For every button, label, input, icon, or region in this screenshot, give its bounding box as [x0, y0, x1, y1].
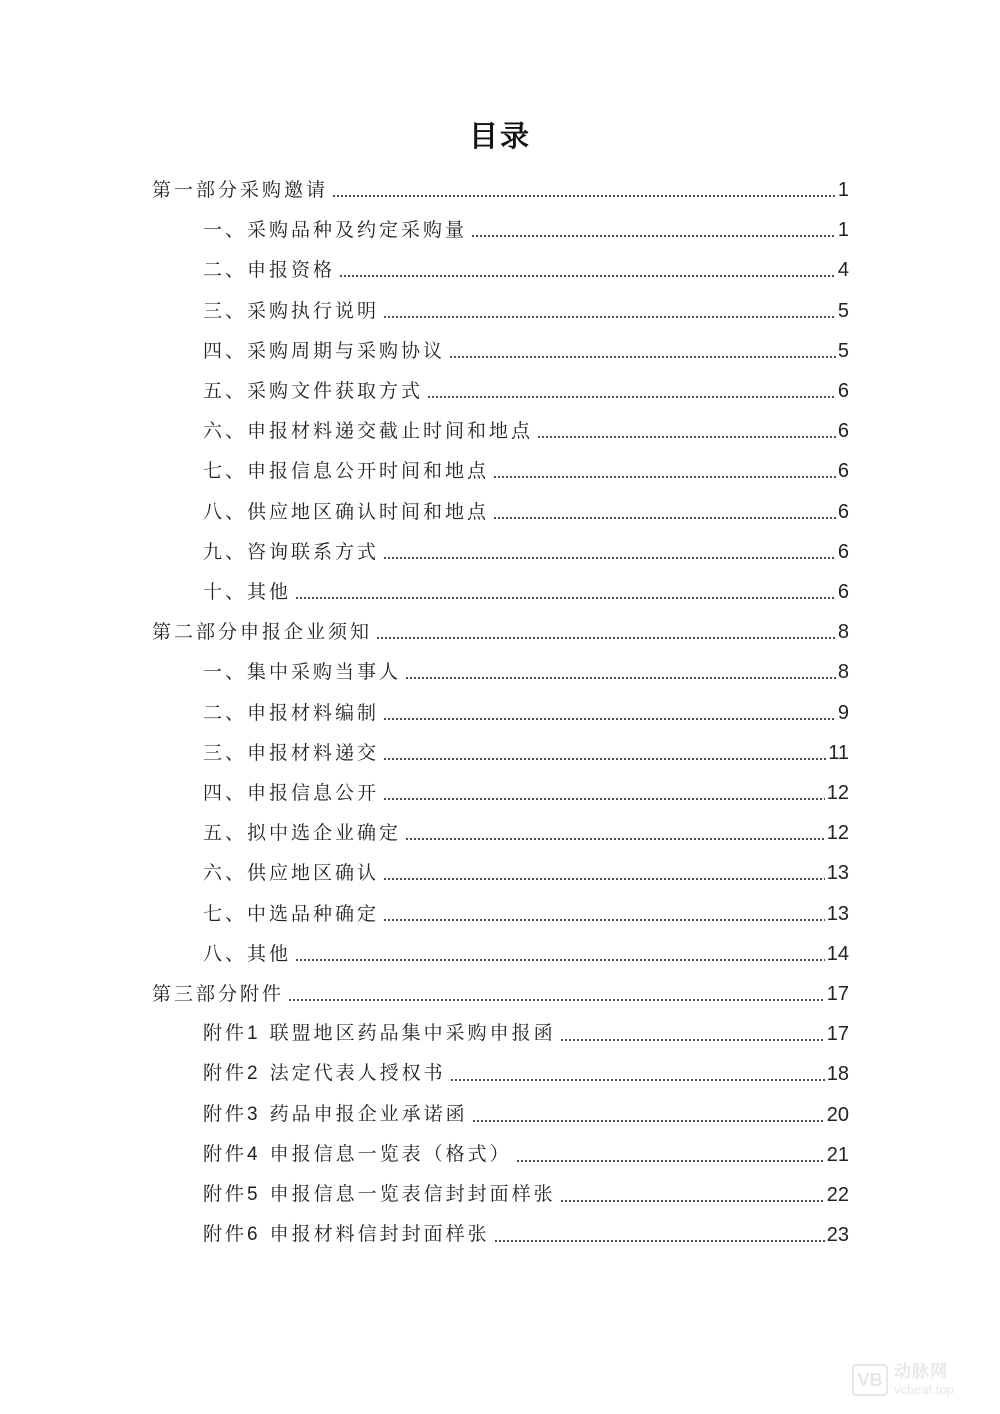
toc-entry-part-3[interactable]: [152, 966, 849, 1006]
toc-entry-label: 四、申报信息公开: [203, 782, 380, 804]
toc-page-number: 14: [826, 943, 849, 965]
vcbeat-logo-icon: VB: [852, 1364, 888, 1396]
appendix-number: 5: [247, 1184, 258, 1205]
toc-entry[interactable]: [203, 845, 849, 885]
toc-entry-label: 三、申报材料递交: [203, 742, 380, 764]
toc-page-number: 20: [826, 1104, 849, 1126]
toc-entry[interactable]: [203, 524, 849, 564]
toc-entry[interactable]: [203, 283, 849, 323]
toc-page-number: 6: [837, 460, 849, 482]
toc-leader-dots: [376, 637, 836, 639]
toc-entry-part-1[interactable]: [152, 162, 849, 202]
watermark-name: 动脉网: [894, 1362, 948, 1382]
toc-leader-dots: [383, 316, 836, 318]
toc-page-number: 6: [837, 501, 849, 523]
toc-entry-label: [203, 1222, 490, 1247]
toc-leader-dots: [383, 798, 825, 800]
appendix-number: 3: [247, 1104, 258, 1125]
toc-entry-label: [203, 1182, 556, 1207]
toc-entry[interactable]: [203, 323, 849, 363]
toc-leader-dots: [537, 436, 836, 438]
toc-entry-label: 八、其他: [203, 943, 292, 965]
toc-page-number: 5: [837, 300, 849, 322]
toc-entry-appendix-1[interactable]: [203, 1006, 849, 1046]
toc-page-number: 13: [826, 903, 849, 925]
toc-entry-label: 五、拟中选企业确定: [203, 822, 402, 844]
appendix-title: 申报信息一览表信封封面样张: [269, 1183, 556, 1205]
toc-entry-appendix-3[interactable]: [203, 1087, 849, 1127]
toc-leader-dots: [288, 999, 825, 1001]
toc-leader-dots: [494, 1240, 825, 1242]
toc-leader-dots: [560, 1200, 825, 1202]
appendix-number: 2: [247, 1063, 258, 1084]
toc-leader-dots: [493, 476, 836, 478]
toc-entry[interactable]: [203, 725, 849, 765]
toc-entry-label: 三、采购执行说明: [203, 300, 380, 322]
toc-entry-appendix-5[interactable]: [203, 1167, 849, 1207]
toc-entry-label: [203, 1142, 512, 1167]
toc-page-number: 13: [826, 862, 849, 884]
toc-leader-dots: [295, 597, 836, 599]
toc-entry[interactable]: [203, 443, 849, 483]
toc-entry-label: 第三部分附件: [152, 983, 285, 1005]
toc-entry-label: [203, 1061, 446, 1086]
appendix-title: 药品申报企业承诺函: [269, 1103, 468, 1125]
toc-entry-label: 六、供应地区确认: [203, 862, 380, 884]
toc-entry[interactable]: [203, 765, 849, 805]
toc-page-number: 22: [826, 1184, 849, 1206]
toc-entry[interactable]: [203, 926, 849, 966]
toc-page-number: 18: [826, 1063, 849, 1085]
toc-leader-dots: [472, 1120, 825, 1122]
toc-leader-dots: [516, 1160, 825, 1162]
toc-entry-label: 九、咨询联系方式: [203, 541, 380, 563]
appendix-prefix: 附件: [203, 1103, 248, 1125]
toc-entry-label: 四、采购周期与采购协议: [203, 340, 446, 362]
toc-leader-dots: [332, 195, 836, 197]
toc-leader-dots: [383, 557, 836, 559]
toc-entry[interactable]: [203, 886, 849, 926]
toc-page-number: 6: [837, 541, 849, 563]
appendix-title: 法定代表人授权书: [269, 1062, 446, 1084]
watermark: [852, 1360, 992, 1400]
appendix-prefix: 附件: [203, 1143, 248, 1165]
toc-leader-dots: [383, 878, 825, 880]
toc-entry[interactable]: [203, 685, 849, 725]
toc-entry-label: 七、申报信息公开时间和地点: [203, 460, 490, 482]
toc-entry-label: 八、供应地区确认时间和地点: [203, 501, 490, 523]
toc-title: 目录: [468, 119, 531, 153]
toc-entry-label: 七、中选品种确定: [203, 903, 380, 925]
toc-page-number: 11: [828, 742, 849, 764]
toc-leader-dots: [450, 1079, 825, 1081]
toc-entry-label: 第二部分申报企业须知: [152, 621, 373, 643]
toc-entry-label: [203, 1021, 556, 1046]
toc-page-number: 4: [837, 259, 849, 281]
appendix-number: 6: [247, 1224, 258, 1245]
toc-entry-label: 二、申报资格: [203, 259, 336, 281]
toc-page-number: 6: [837, 420, 849, 442]
toc-entry[interactable]: [203, 644, 849, 684]
toc-leader-dots: [493, 517, 836, 519]
toc-page-number: 6: [837, 380, 849, 402]
toc-entry[interactable]: [203, 202, 849, 242]
toc-entry-appendix-2[interactable]: [203, 1046, 849, 1086]
toc-page-number: 5: [837, 340, 849, 362]
toc-leader-dots: [295, 959, 825, 961]
toc-entry[interactable]: [203, 805, 849, 845]
toc-page-number: 17: [826, 983, 849, 1005]
toc-entry[interactable]: [203, 403, 849, 443]
toc-page-number: 1: [837, 179, 849, 201]
toc-entry-label: 一、采购品种及约定采购量: [203, 219, 468, 241]
toc-entry-appendix-6[interactable]: [203, 1207, 849, 1247]
appendix-prefix: 附件: [203, 1062, 248, 1084]
toc-leader-dots: [405, 677, 836, 679]
toc-entry-label: 六、申报材料递交截止时间和地点: [203, 420, 534, 442]
toc-entry-part-2[interactable]: [152, 604, 849, 644]
toc-leader-dots: [427, 396, 836, 398]
toc-page-number: 8: [837, 621, 849, 643]
toc-leader-dots: [560, 1039, 825, 1041]
toc-page-number: 9: [837, 702, 849, 724]
toc-entry-label: 一、集中采购当事人: [203, 661, 402, 683]
appendix-number: 1: [247, 1023, 258, 1044]
appendix-prefix: 附件: [203, 1183, 248, 1205]
toc-entry[interactable]: [203, 484, 849, 524]
toc-entry-label: 二、申报材料编制: [203, 702, 380, 724]
toc-page-number: 12: [826, 782, 849, 804]
watermark-domain: vcbeat.top: [894, 1382, 954, 1397]
toc-entry-appendix-4[interactable]: [203, 1127, 849, 1167]
toc-entry[interactable]: [203, 242, 849, 282]
watermark-text: [894, 1364, 954, 1396]
appendix-title: 申报材料信封封面样张: [269, 1223, 490, 1245]
toc-entry-label: 五、采购文件获取方式: [203, 380, 424, 402]
toc-page-number: 8: [837, 661, 849, 683]
toc-page-number: 23: [826, 1224, 849, 1246]
appendix-title: 联盟地区药品集中采购申报函: [269, 1022, 556, 1044]
toc-page-number: 1: [837, 219, 849, 241]
toc-leader-dots: [383, 718, 836, 720]
toc-entry-label: 第一部分采购邀请: [152, 179, 329, 201]
toc-page-number: 12: [826, 822, 849, 844]
toc-page-number: 21: [826, 1144, 849, 1166]
toc-leader-dots: [383, 758, 826, 760]
appendix-title: 申报信息一览表（格式）: [269, 1143, 512, 1165]
toc-leader-dots: [449, 356, 836, 358]
toc-entry[interactable]: [203, 564, 849, 604]
toc-entry-label: 十、其他: [203, 581, 292, 603]
appendix-prefix: 附件: [203, 1022, 248, 1044]
toc-entry-label: [203, 1102, 468, 1127]
toc-page-number: 17: [826, 1023, 849, 1045]
toc-entry[interactable]: [203, 363, 849, 403]
toc-page-number: 6: [837, 581, 849, 603]
appendix-number: 4: [247, 1144, 258, 1165]
toc-leader-dots: [471, 235, 836, 237]
toc-leader-dots: [383, 919, 825, 921]
appendix-prefix: 附件: [203, 1223, 248, 1245]
toc-leader-dots: [339, 275, 836, 277]
toc-leader-dots: [405, 838, 825, 840]
